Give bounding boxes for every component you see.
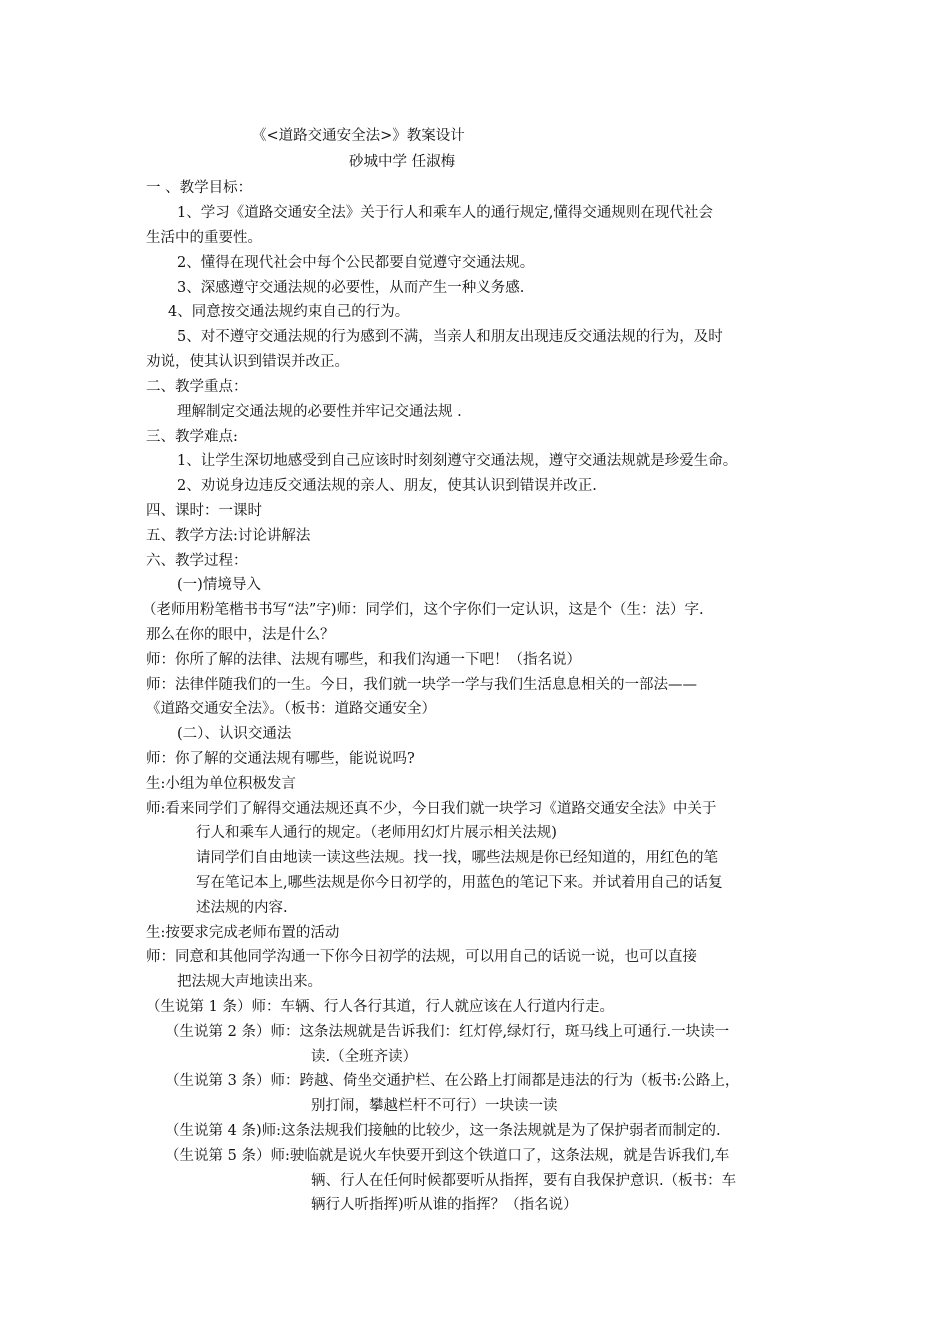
document-author: 砂城中学 任淑梅 [349, 154, 456, 170]
text-line: （生说第 5 条）师:驶临就是说火车快要开到这个铁道口了，这条法规，就是告诉我们,车 [165, 1148, 730, 1164]
text-line: 那么在你的眼中，法是什么？ [146, 627, 335, 643]
text-line: 述法规的内容. [196, 900, 288, 916]
text-line: 师:看来同学们了解得交通法规还真不少，今日我们就一块学习《道路交通安全法》中关于 [146, 801, 717, 817]
document-title: 《<道路交通安全法>》教案设计 [252, 128, 465, 144]
text-line: 把法规大声地读出来。 [177, 974, 322, 990]
text-line: 辆、行人在任何时候都要听从指挥，要有自我保护意识.（板书：车 [311, 1173, 737, 1189]
text-line: 行人和乘车人通行的规定。（老师用幻灯片展示相关法规) [196, 825, 557, 841]
text-line: 4、同意按交通法规约束自己的行为。 [168, 304, 410, 320]
text-line: 3、深感遵守交通法规的必要性，从而产生一种义务感. [177, 280, 525, 296]
text-line: 师：法律伴随我们的一生。今日，我们就一块学一学与我们生活息息相关的一部法—— [146, 677, 697, 693]
text-line: 二、教学重点： [146, 379, 248, 395]
text-line: 师：同意和其他同学沟通一下你今日初学的法规，可以用自己的话说一说，也可以直接 [146, 949, 697, 965]
text-line: 1、让学生深切地感受到自己应该时时刻刻遵守交通法规，遵守交通法规就是珍爱生命。 [177, 453, 738, 469]
text-line: (一)情境导入 [177, 577, 261, 593]
text-line: 师：你所了解的法律、法规有哪些，和我们沟通一下吧！（指名说） [146, 652, 581, 668]
text-line: 辆行人听指挥)听从谁的指挥？（指名说） [311, 1197, 578, 1213]
text-line: 理解制定交通法规的必要性并牢记交通法规 . [177, 404, 462, 420]
text-line: （生说第 3 条）师：跨越、倚坐交通护栏、在公路上打闹都是违法的行为（板书:公路上， [165, 1073, 740, 1089]
text-line: 劝说，使其认识到错误并改正。 [146, 354, 349, 370]
text-line: 请同学们自由地读一读这些法规。找一找，哪些法规是你已经知道的，用红色的笔 [196, 850, 718, 866]
text-line: 生:小组为单位积极发言 [146, 776, 296, 792]
text-line: （生说第 1 条）师：车辆、行人各行其道，行人就应该在人行道内行走。 [146, 999, 614, 1015]
text-line: 2、懂得在现代社会中每个公民都要自觉遵守交通法规。 [177, 255, 535, 271]
text-line: (二）、认识交通法 [177, 726, 292, 742]
text-line: 四、课时：一课时 [146, 503, 262, 519]
text-line: 一 、教学目标： [146, 180, 253, 196]
text-line: 读.（全班齐读） [311, 1049, 418, 1065]
text-line: 师：你了解的交通法规有哪些，能说说吗? [146, 751, 415, 767]
text-line: （生说第 2 条）师：这条法规就是告诉我们：红灯停,绿灯行，斑马线上可通行.一块读一 [165, 1024, 730, 1040]
text-line: 5、对不遵守交通法规的行为感到不满，当亲人和朋友出现违反交通法规的行为，及时 [177, 329, 723, 345]
text-line: 1、学习《道路交通安全法》关于行人和乘车人的通行规定,懂得交通规则在现代社会 [177, 205, 713, 221]
text-line: 生活中的重要性。 [146, 230, 262, 246]
text-line: 六、教学过程： [146, 553, 248, 569]
text-line: （老师用粉笔楷书书写“法”字)师：同学们，这个字你们一定认识，这是个（生：法）字. [142, 602, 704, 618]
text-line: 五、教学方法:讨论讲解法 [146, 528, 311, 544]
text-line: 生:按要求完成老师布置的活动 [146, 925, 340, 941]
text-line: 写在笔记本上,哪些法规是你今日初学的，用蓝色的笔记下来。并试着用自己的话复 [196, 875, 723, 891]
text-line: 三、教学难点: [146, 429, 238, 445]
text-line: 《道路交通安全法》。（板书：道路交通安全） [146, 701, 436, 717]
text-line: 别打闹，攀越栏杆不可行）一块读一读 [311, 1098, 558, 1114]
text-line: 2、劝说身边违反交通法规的亲人、朋友，使其认识到错误并改正. [177, 478, 597, 494]
text-line: （生说第 4 条)师:这条法规我们接触的比较少，这一条法规就是为了保护弱者而制定的. [165, 1123, 721, 1139]
